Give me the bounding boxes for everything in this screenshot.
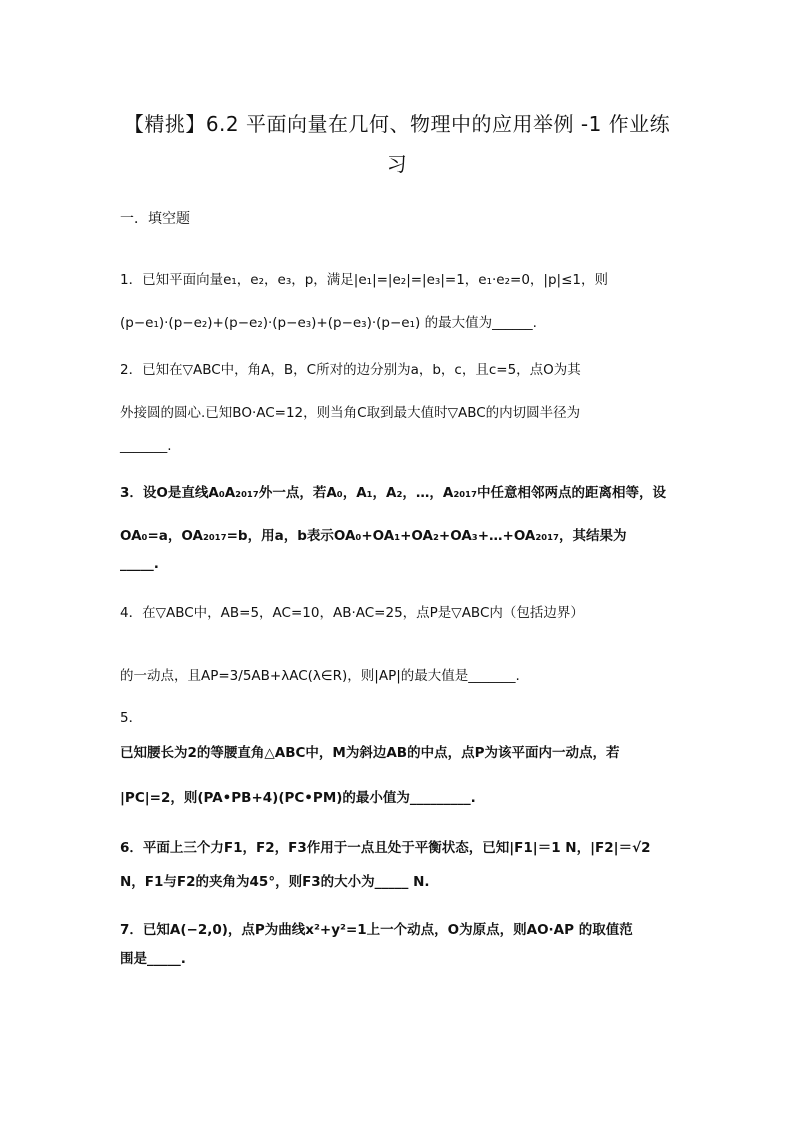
question-4-line-1: 4．在▽ABC中，AB=5，AC=10，AB·AC=25，点P是▽ABC内（包括边界）: [120, 605, 584, 621]
question-4-line-2: 的一动点，且AP=3/5AB+λAC(λ∈R)，则|AP|的最大值是_______.: [120, 668, 520, 684]
question-2-line-1: 2．已知在▽ABC中，角A，B，C所对的边分别为a，b，c，且c=5，点O为其: [120, 362, 581, 378]
question-5-line-3: |PC|=2，则(PA•PB+4)(PC•PM)的最小值为_________.: [120, 790, 476, 806]
question-2-line-3: _______.: [120, 438, 172, 454]
question-5-line-1: 5．: [120, 710, 143, 726]
question-6-line-1: 6．平面上三个力F1，F2，F3作用于一点且处于平衡状态，已知|F1|＝1 N，|F2|＝√2: [120, 840, 651, 856]
question-7-line-1: 7．已知A(−2,0)，点P为曲线x²+y²=1上一个动点，O为原点，则AO·AP 的取值范: [120, 922, 633, 938]
section-heading: 一．填空题: [120, 211, 190, 227]
question-1-line-1: 1．已知平面向量e₁，e₂，e₃，p，满足|e₁|=|e₂|=|e₃|=1，e₁·e₂=0，|p|≤1，则: [120, 272, 608, 288]
question-3-line-2: OA₀=a，OA₂₀₁₇=b，用a，b表示OA₀+OA₁+OA₂+OA₃+…+OA₂₀₁₇，其结果为: [120, 528, 627, 544]
question-3-line-3: _____.: [120, 556, 159, 572]
title-line-2: 习: [386, 152, 408, 176]
question-6-line-2: N，F1与F2的夹角为45°，则F3的大小为_____ N.: [120, 874, 430, 890]
document-title: [110, 104, 684, 184]
title-line-1: 【精挑】6.2 平面向量在几何、物理中的应用举例 -1 作业练: [123, 112, 671, 136]
question-2-line-2: 外接圆的圆心.已知BO·AC=12，则当角C取到最大值时▽ABC的内切圆半径为: [120, 405, 581, 421]
question-7-line-2: 围是_____.: [120, 951, 186, 967]
question-3-line-1: 3．设O是直线A₀A₂₀₁₇外一点，若A₀，A₁，A₂，…，A₂₀₁₇中任意相邻两点的距离相等，设: [120, 485, 667, 501]
question-1-line-2: (p−e₁)·(p−e₂)+(p−e₂)·(p−e₃)+(p−e₃)·(p−e₁) 的最大值为______.: [120, 315, 537, 331]
question-5-line-2: 已知腰长为2的等腰直角△ABC中，M为斜边AB的中点，点P为该平面内一动点，若: [120, 745, 620, 761]
